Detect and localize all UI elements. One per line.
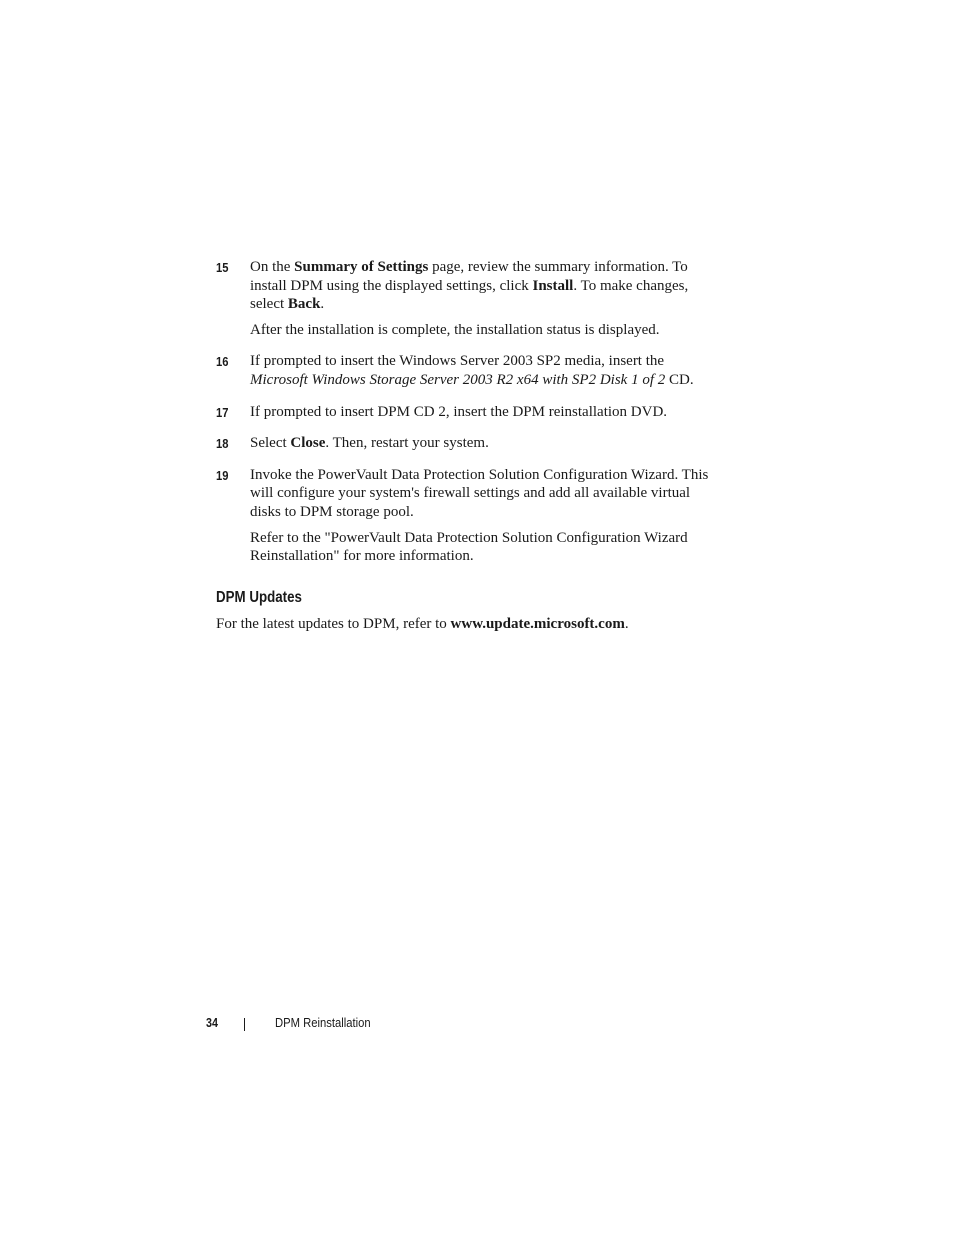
text-run: After the installation is complete, the installation status is displayed. — [250, 321, 660, 338]
text-run: On the — [250, 259, 295, 275]
step-paragraph — [250, 352, 716, 389]
bold-text: Summary of Settings — [294, 259, 429, 275]
step-item — [216, 258, 716, 346]
text-run: Invoke the PowerVault Data Protection Solution Configuration Wizard. This will configure your system's firewall settings and add all available virtual disks to DPM storage pool. — [250, 466, 709, 520]
step-paragraph — [250, 466, 716, 522]
text-run: Select — [250, 435, 291, 452]
bold-text: www.update.microsoft.com — [450, 615, 625, 632]
step-item — [216, 434, 716, 460]
step-body — [250, 403, 716, 429]
text-run: CD. — [665, 371, 694, 388]
bold-text: Close — [290, 435, 326, 452]
step-number: 17 — [216, 404, 229, 420]
step-paragraph — [250, 258, 716, 314]
step-number: 16 — [216, 354, 229, 370]
running-title: DPM Reinstallation — [275, 1016, 371, 1030]
page-body — [216, 258, 716, 633]
footer-separator — [244, 1018, 245, 1031]
text-run: page, review the summary information. To install DPM using the displayed settings, click — [250, 259, 688, 294]
text-run: . To make changes, select — [250, 277, 689, 313]
step-number: 19 — [216, 467, 229, 483]
text-run: For the latest updates to DPM, refer to — [216, 615, 451, 632]
step-body — [250, 466, 716, 573]
text-run: If prompted to insert the Windows Server 2003 SP2 media, insert the — [250, 353, 665, 370]
text-run: If prompted to insert DPM CD 2, insert the DPM reinstallation DVD. — [250, 403, 668, 420]
page-footer — [206, 1015, 381, 1031]
step-body — [250, 258, 716, 346]
section-heading: DPM Updates — [216, 588, 302, 606]
bold-text: Install — [532, 277, 574, 294]
text-run: . — [320, 296, 325, 313]
step-body — [250, 434, 716, 460]
text-run: . Then, restart your system. — [325, 435, 489, 452]
step-item — [216, 352, 716, 396]
text-run: Refer to the "PowerVault Data Protection Solution Configuration Wizard Reinstallation" for more information. — [250, 529, 688, 565]
steps-list — [216, 258, 716, 573]
step-number: 18 — [216, 436, 229, 452]
text-run: . — [624, 615, 629, 632]
section-body — [216, 615, 716, 634]
step-paragraph — [250, 403, 716, 422]
italic-text: Microsoft Windows Storage Server 2003 R2 x64 with SP2 Disk 1 of 2 — [250, 371, 666, 388]
step-item — [216, 466, 716, 573]
step-paragraph — [250, 321, 716, 340]
bold-text: Back — [287, 296, 321, 313]
step-item — [216, 403, 716, 429]
page-number: 34 — [206, 1016, 218, 1030]
step-number: 15 — [216, 260, 229, 275]
step-paragraph — [250, 434, 716, 453]
step-paragraph — [250, 529, 716, 566]
step-body — [250, 352, 716, 396]
